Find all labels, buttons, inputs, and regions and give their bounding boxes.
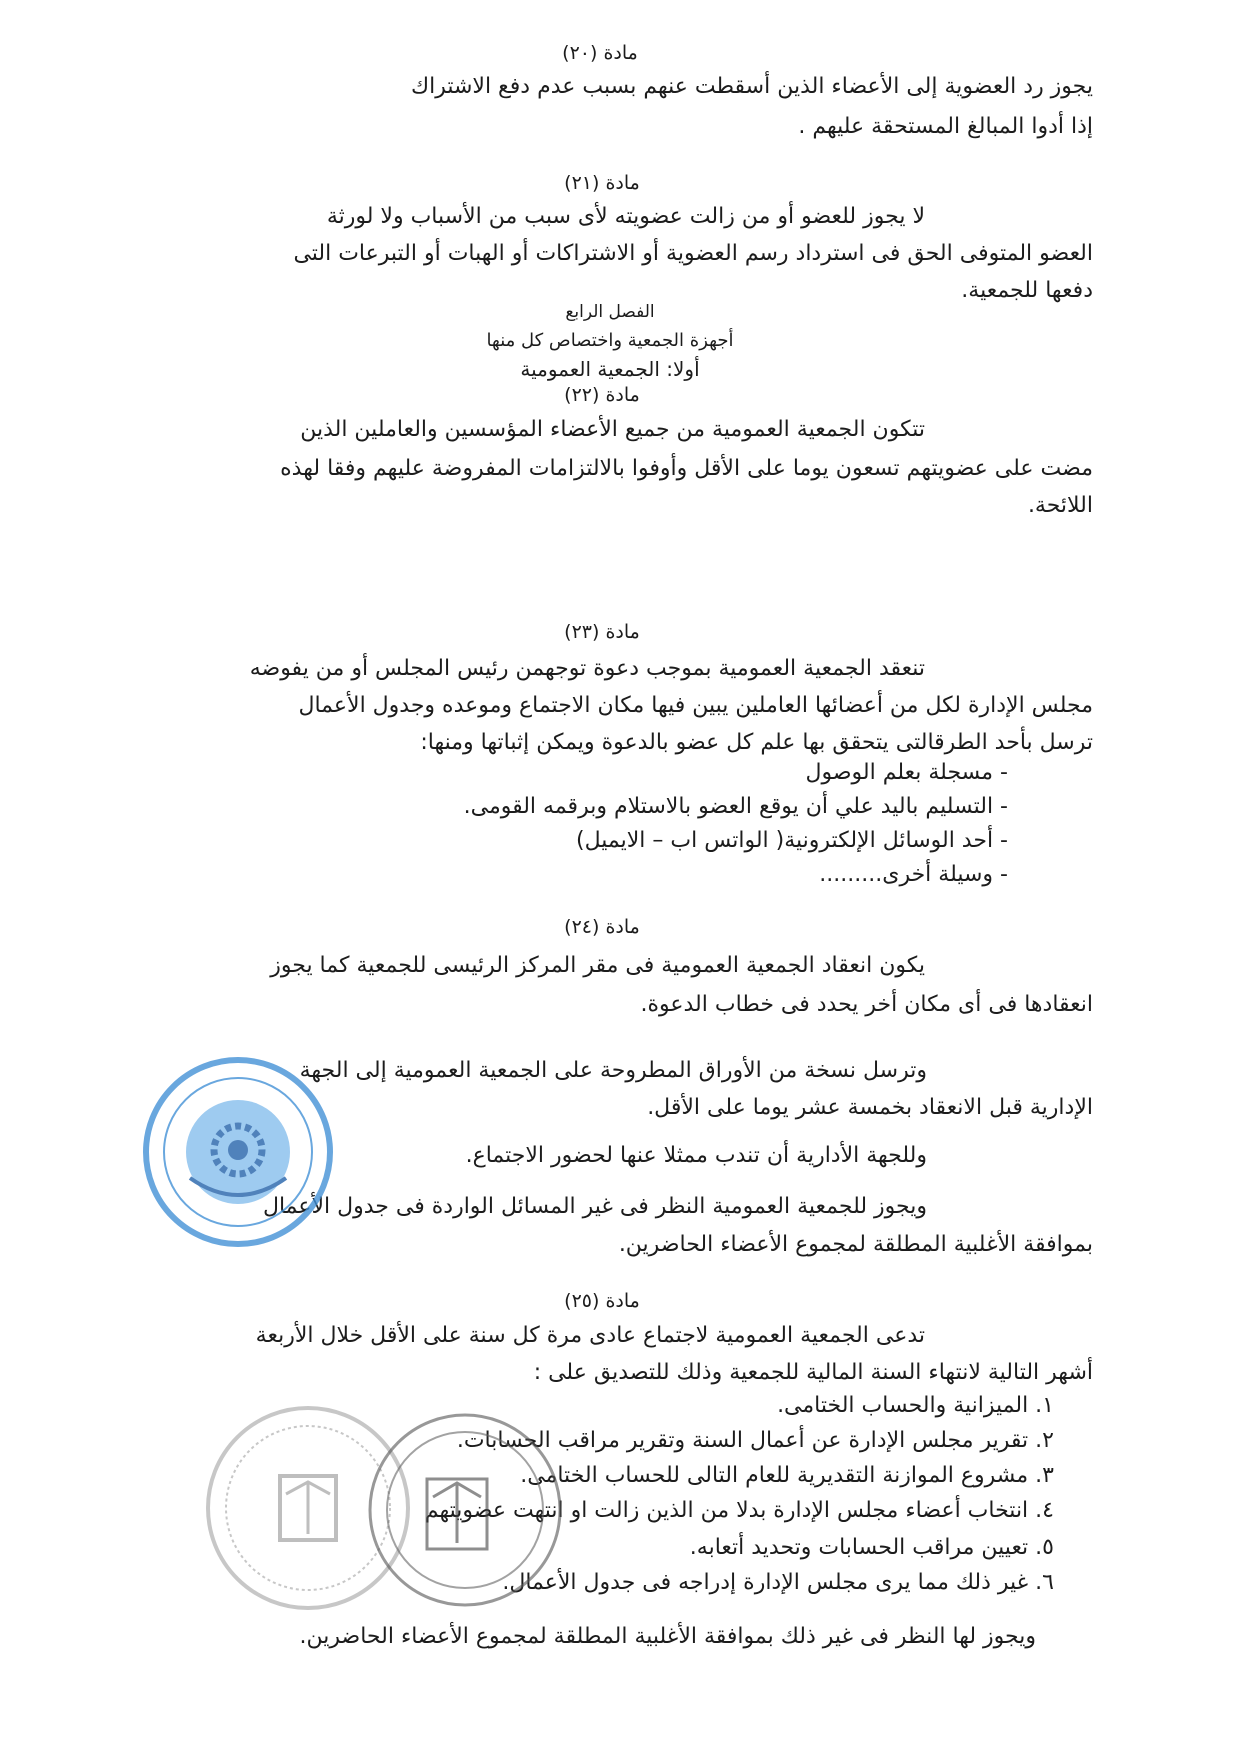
- blue-seal-hub: [228, 1140, 248, 1160]
- article-20-line-2: إذا أدوا المبالغ المستحقة عليهم .: [798, 114, 1093, 139]
- blue-seal-stamp: [138, 1052, 338, 1252]
- article-21-line-1: لا يجوز للعضو أو من زالت عضويته لأى سبب من الأسباب ولا لورثة: [326, 204, 925, 229]
- article-24-line-2: انعقادها فى أى مكان أخر يحدد فى خطاب الدعوة.: [640, 992, 1093, 1017]
- article-25-closing: ويجوز لها النظر فى غير ذلك بموافقة الأغلبية المطلقة لمجموع الأعضاء الحاضرين.: [299, 1624, 1036, 1649]
- article-21-line-3: دفعها للجمعية.: [961, 278, 1093, 303]
- article-24-line-5: وللجهة الأدارية أن تندب ممثلا عنها لحضور الاجتماع.: [465, 1143, 927, 1168]
- article-25-item-1: ١. الميزانية والحساب الختامى.: [777, 1393, 1054, 1418]
- article-24-line-3: وترسل نسخة من الأوراق المطروحة على الجمعية العمومية إلى الجهة: [299, 1058, 927, 1083]
- dark-seal-eagle-icon: [433, 1483, 481, 1543]
- article-22-line-1: تتكون الجمعية العمومية من جميع الأعضاء المؤسسين والعاملين الذين: [300, 417, 925, 442]
- article-25-item-6: ٦. غير ذلك مما يرى مجلس الإدارة إدراجه فى جدول الأعمال.: [502, 1570, 1054, 1595]
- article-25-item-2: ٢. تقرير مجلس الإدارة عن أعمال السنة وتقرير مراقب الحسابات.: [456, 1428, 1054, 1453]
- article-25-line-1: تدعى الجمعية العمومية لاجتماع عادى مرة كل سنة على الأقل خلال الأربعة: [255, 1323, 925, 1348]
- article-23-line-3: ترسل بأحد الطرقالتى يتحقق بها علم كل عضو بالدعوة ويمكن إثباتها ومنها:: [420, 730, 1093, 755]
- dark-seal-inner-ring: [387, 1432, 543, 1588]
- article-23-title: مادة (٢٣): [564, 621, 640, 643]
- article-21-title: مادة (٢١): [564, 172, 640, 194]
- dark-seal-outer-ring: [370, 1415, 560, 1605]
- article-24-line-6: ويجوز للجمعية العمومية النظر فى غير المسائل الواردة فى جدول الأعمال: [262, 1194, 927, 1219]
- chapter-subtitle: أجهزة الجمعية واختصاص كل منها: [486, 330, 734, 351]
- article-24-line-7: بموافقة الأغلبية المطلقة لمجموع الأعضاء الحاضرين.: [618, 1232, 1093, 1257]
- article-20-title: مادة (٢٠): [562, 42, 638, 64]
- dark-seal-stamp: [365, 1405, 565, 1615]
- article-23-item-4: - وسيلة أخرى.........: [819, 862, 1008, 887]
- article-25-title: مادة (٢٥): [564, 1290, 640, 1312]
- article-23-line-2: مجلس الإدارة لكل من أعضائها العاملين يبين فيها مكان الاجتماع وموعده وجدول الأعمال: [298, 693, 1093, 718]
- article-25-item-4: ٤. انتخاب أعضاء مجلس الإدارة بدلا من الذين زالت او انتهت عضويتهم: [424, 1498, 1054, 1523]
- section-title: أولا: الجمعية العمومية: [520, 357, 700, 381]
- article-22-line-3: اللائحة.: [1027, 493, 1093, 518]
- gray-seal-eagle-icon: [286, 1482, 330, 1534]
- article-23-item-3: - أحد الوسائل الإلكترونية( الواتس اب – الايميل): [576, 828, 1008, 853]
- article-21-line-2: العضو المتوفى الحق فى استرداد رسم العضوية أو الاشتراكات أو الهبات أو التبرعات التى: [293, 241, 1093, 266]
- article-22-title: مادة (٢٢): [564, 384, 640, 406]
- article-20-line-1: يجوز رد العضوية إلى الأعضاء الذين أسقطت عنهم بسبب عدم دفع الاشتراك: [410, 74, 1093, 99]
- article-23-item-2: - التسليم باليد علي أن يوقع العضو بالاستلام وبرقمه القومى.: [463, 794, 1008, 819]
- article-25-item-5: ٥. تعيين مراقب الحسابات وتحديد أتعابه.: [689, 1535, 1054, 1560]
- chapter-title: الفصل الرابع: [565, 302, 655, 322]
- article-25-item-3: ٣. مشروع الموازنة التقديرية للعام التالى للحساب الختامى.: [520, 1463, 1054, 1488]
- article-23-line-1: تنعقد الجمعية العمومية بموجب دعوة توجهمن رئيس المجلس أو من يفوضه: [249, 656, 925, 681]
- article-24-title: مادة (٢٤): [564, 916, 640, 938]
- article-24-line-4: الإدارية قبل الانعقاد بخمسة عشر يوما على الأقل.: [647, 1095, 1093, 1120]
- article-23-item-1: - مسجلة بعلم الوصول: [805, 760, 1008, 785]
- article-25-line-2: أشهر التالية لانتهاء السنة المالية للجمعية وذلك للتصديق على :: [533, 1360, 1093, 1385]
- article-24-line-1: يكون انعقاد الجمعية العمومية فى مقر المركز الرئيسى للجمعية كما يجوز: [270, 953, 925, 978]
- article-22-line-2: مضت على عضويتهم تسعون يوما على الأقل وأوفوا بالالتزامات المفروضة عليهم وفقا لهذه: [280, 456, 1093, 481]
